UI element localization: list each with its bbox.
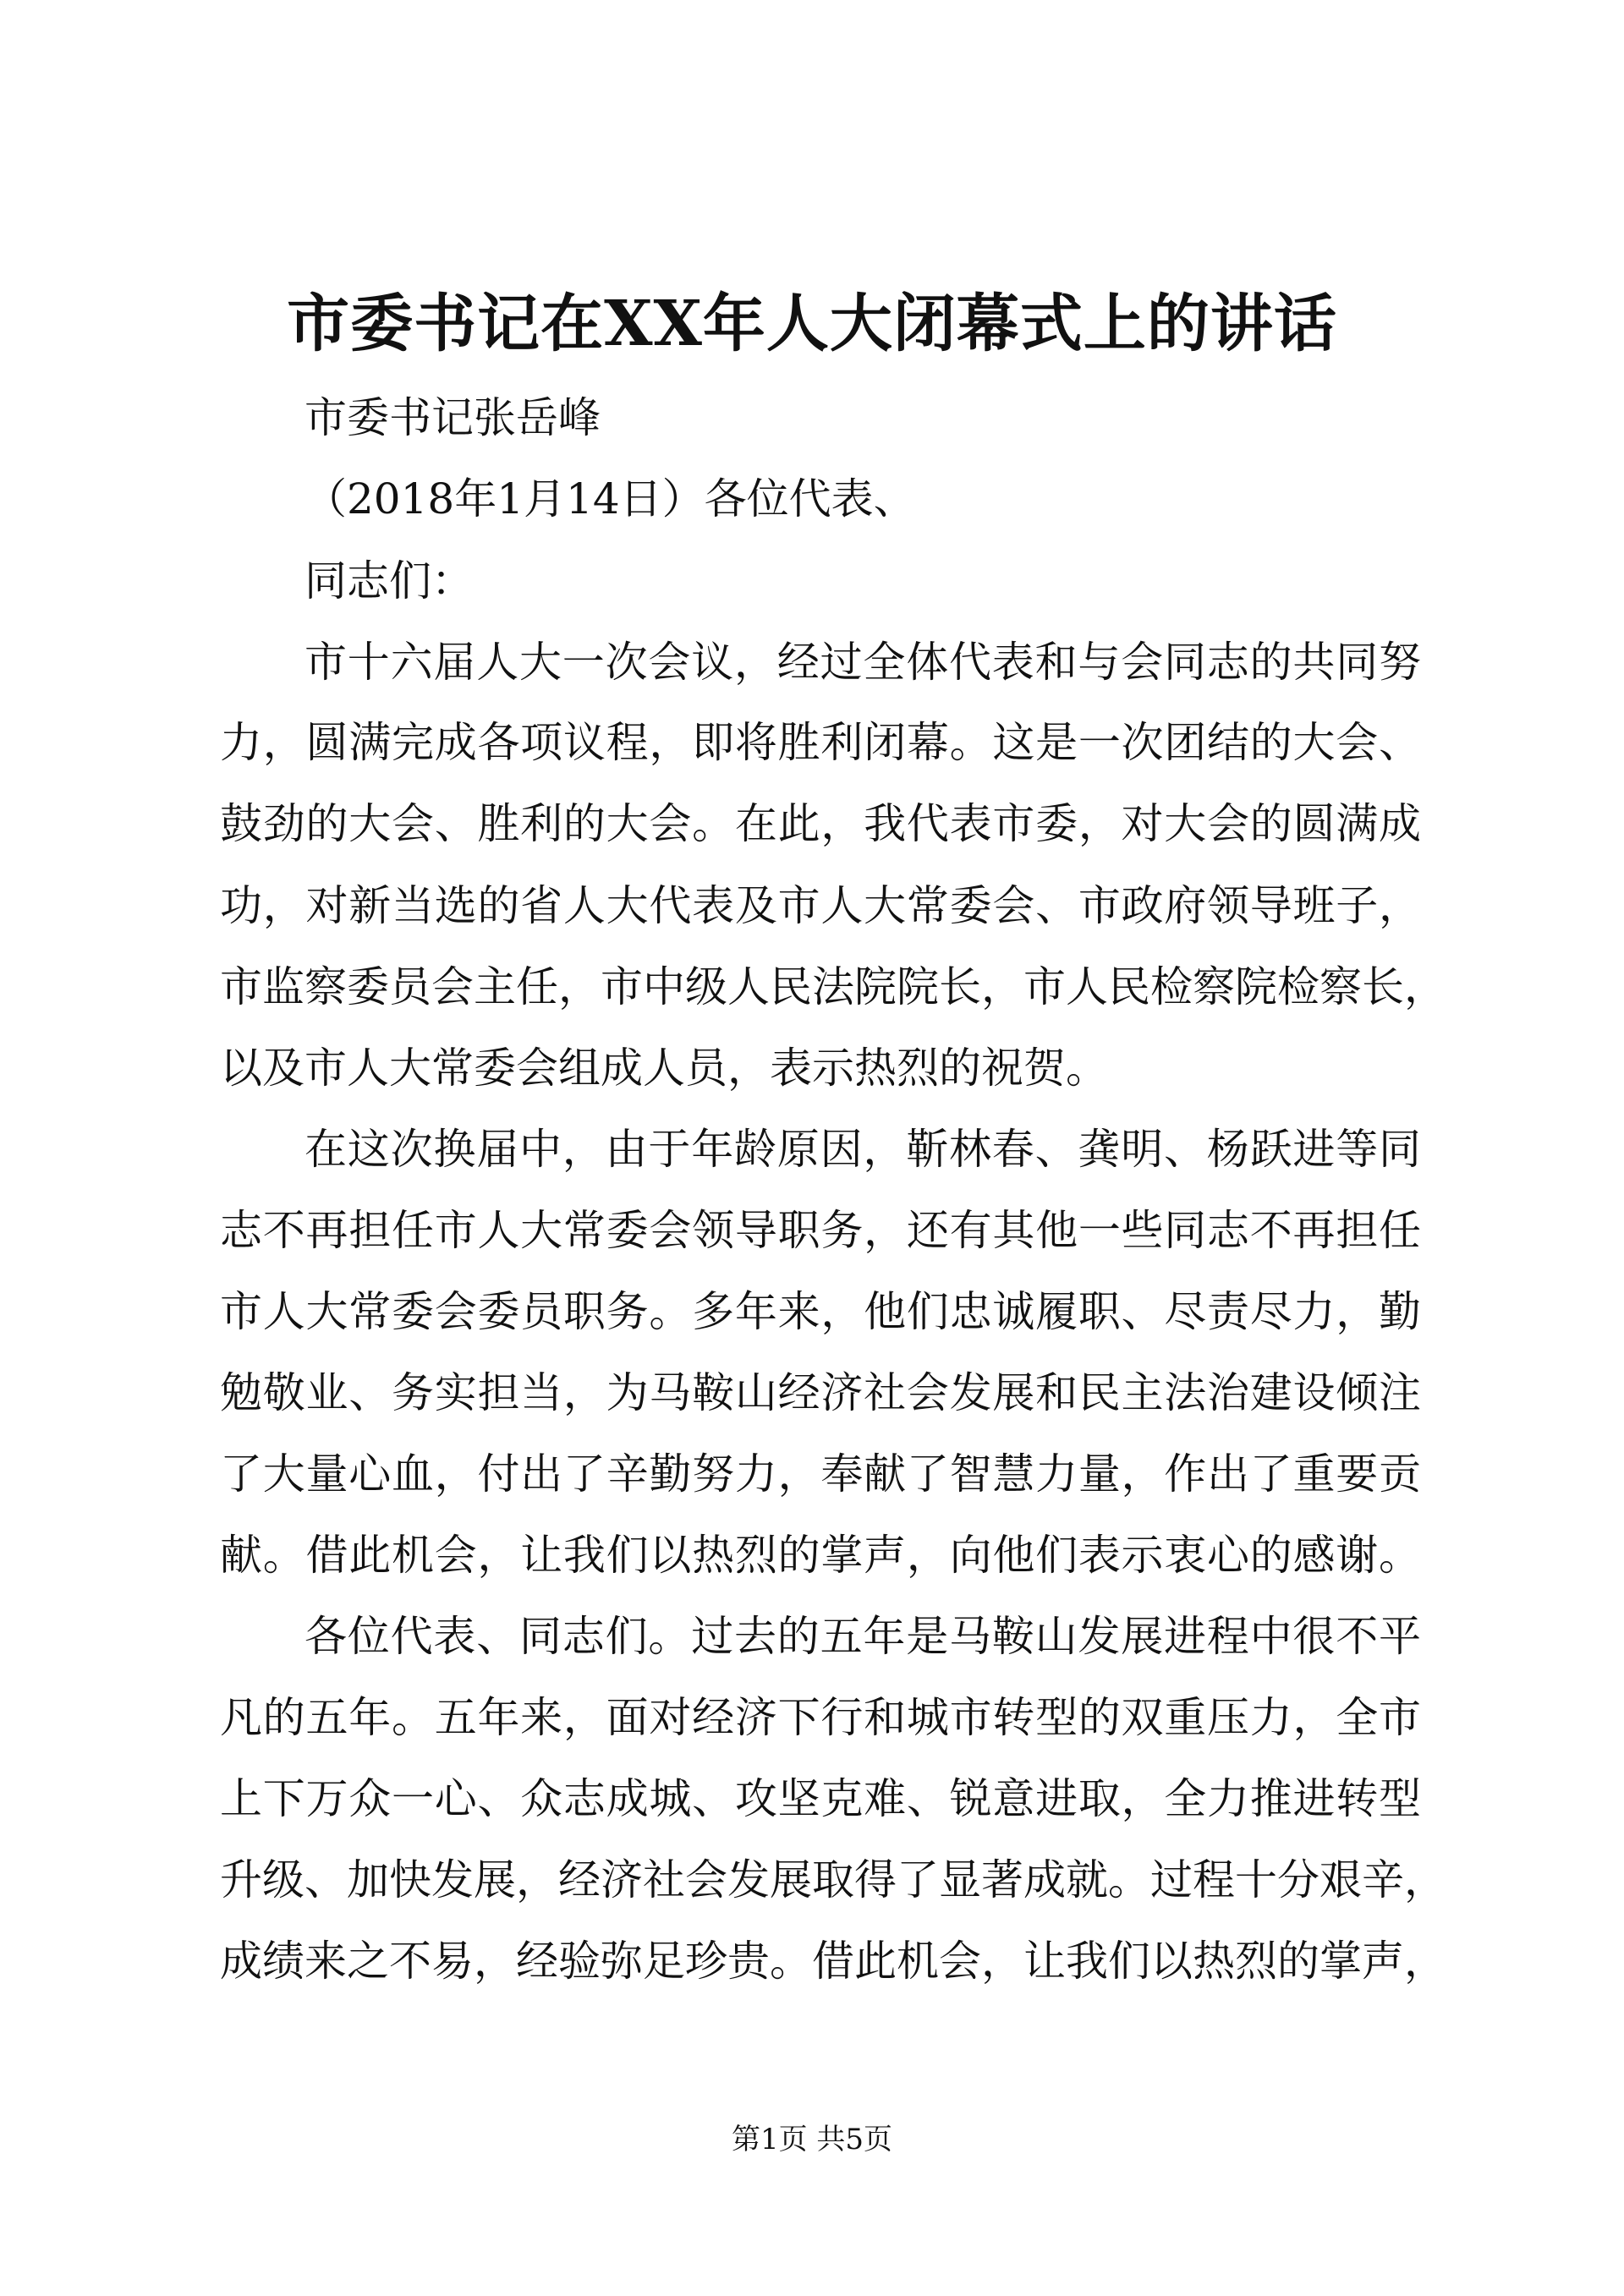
paragraph-1-line-5: 市监察委员会主任，市中级人民法院院长，市人民检察院检察长， [220,962,1446,1011]
paragraph-2-line-4: 勉敬业、务实担当，为马鞍山经济社会发展和民主法治建设倾注 [220,1368,1421,1417]
paragraph-3-line-1: 各位代表、同志们。过去的五年是马鞍山发展进程中很不平 [304,1612,1421,1661]
paragraph-1-line-3: 鼓劲的大会、胜利的大会。在此，我代表市委，对大会的圆满成 [220,799,1421,848]
paragraph-1-line-1: 市十六届人大一次会议，经过全体代表和与会同志的共同努 [304,638,1421,687]
page-number-footer: 第1页 共5页 [731,2123,893,2156]
salutation: 同志们： [304,556,474,606]
paragraph-1-line-6: 以及市人大常委会组成人员，表示热烈的祝贺。 [220,1044,1108,1093]
paragraph-1-line-2: 力，圆满完成各项议程，即将胜利闭幕。这是一次团结的大会、 [220,718,1421,767]
author-line: 市委书记张岳峰 [304,393,601,442]
paragraph-2-line-5: 了大量心血，付出了辛勤努力，奉献了智慧力量，作出了重要贡 [220,1449,1421,1499]
paragraph-3-line-5: 成绩来之不易，经验弥足珍贵。借此机会，让我们以热烈的掌声， [220,1937,1446,1986]
paragraph-1-line-4: 功，对新当选的省人大代表及市人大常委会、市政府领导班子， [220,881,1421,930]
paragraph-3-line-3: 上下万众一心、众志成城、攻坚克难、锐意进取，全力推进转型 [220,1774,1421,1823]
paragraph-2-line-6: 献。借此机会，让我们以热烈的掌声，向他们表示衷心的感谢。 [220,1531,1421,1580]
paragraph-3-line-2: 凡的五年。五年来，面对经济下行和城市转型的双重压力，全市 [220,1693,1421,1742]
paragraph-2-line-3: 市人大常委会委员职务。多年来，他们忠诚履职、尽责尽力，勤 [220,1287,1421,1336]
paragraph-3-line-4: 升级、加快发展，经济社会发展取得了显著成就。过程十分艰辛， [220,1855,1446,1904]
document-title: 市委书记在XX年人大闭幕式上的讲话 [287,288,1337,360]
paragraph-2-line-1: 在这次换届中，由于年龄原因，靳林春、龚明、杨跃进等同 [304,1125,1421,1174]
paragraph-2-line-2: 志不再担任市人大常委会领导职务，还有其他一些同志不再担任 [220,1206,1421,1255]
date-line: （2018年1月14日）各位代表、 [304,474,916,523]
